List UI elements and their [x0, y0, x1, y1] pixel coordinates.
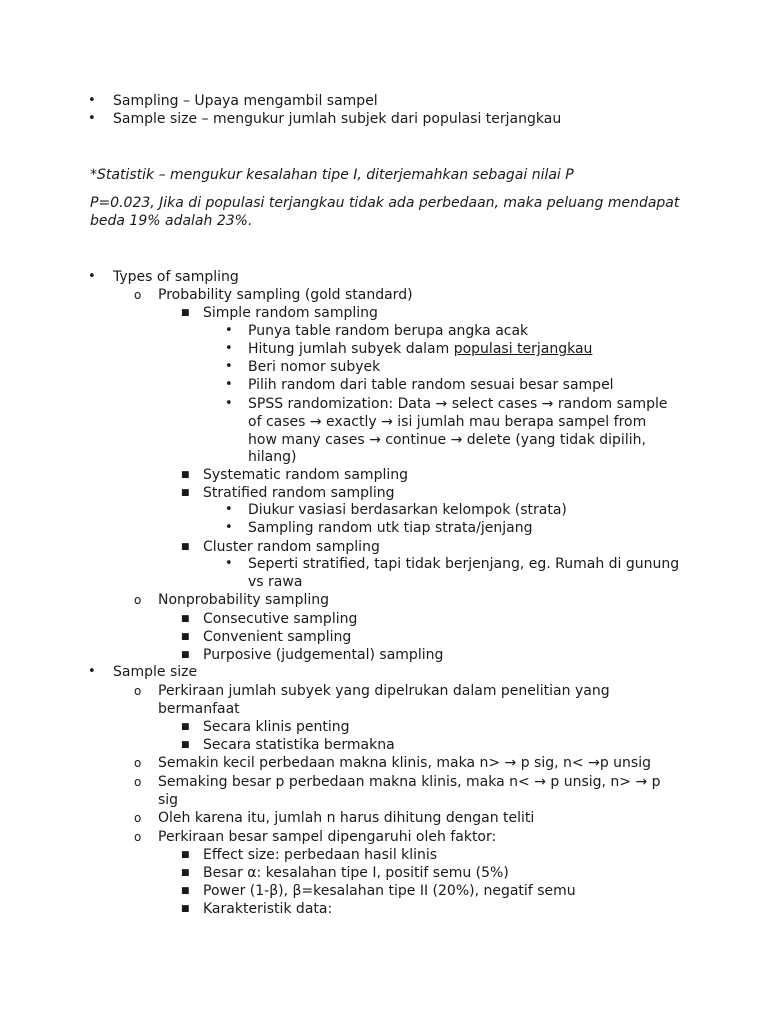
list-item: Besar α: kesalahan tipe I, positif semu (5%) — [203, 865, 509, 881]
underlined-text: populasi terjangkau — [453, 341, 593, 357]
list-item: Beri nomor subyek — [248, 359, 381, 375]
list-item: Effect size: perbedaan hasil klinis — [203, 847, 438, 863]
circle-bullet-icon: o — [134, 288, 142, 302]
list-item-continued: sig — [158, 792, 179, 808]
bullet-icon: • — [88, 111, 96, 126]
statistik-note: *Statistik – mengukur kesalahan tipe I, diterjemahkan sebagai nilai P — [90, 167, 574, 183]
square-bullet-icon: ■ — [181, 886, 190, 896]
list-item: Oleh karena itu, jumlah n harus dihitung dengan teliti — [158, 810, 535, 826]
list-item: Purposive (judgemental) sampling — [203, 647, 444, 663]
square-bullet-icon: ■ — [181, 632, 190, 642]
list-item: Power (1-β), β=kesalahan tipe II (20%), negatif semu — [203, 883, 576, 899]
list-item: Convenient sampling — [203, 629, 352, 645]
bullet-icon: • — [225, 359, 233, 374]
list-item: Systematic random sampling — [203, 467, 408, 483]
list-item: Semaking besar p perbedaan makna klinis, maka n< → p unsig, n> → p — [158, 774, 661, 790]
list-item — [248, 340, 592, 358]
list-item: Nonprobability sampling — [158, 592, 329, 608]
section-heading-types: Types of sampling — [113, 269, 239, 285]
list-item: Secara statistika bermakna — [203, 737, 395, 753]
circle-bullet-icon: o — [134, 775, 142, 789]
bullet-icon: • — [225, 520, 233, 535]
list-item: Cluster random sampling — [203, 539, 380, 555]
square-bullet-icon: ■ — [181, 470, 190, 480]
list-item: Consecutive sampling — [203, 611, 358, 627]
list-item-continued: how many cases → continue → delete (yang tidak dipilih, — [248, 432, 646, 448]
list-item: Punya table random berupa angka acak — [248, 323, 529, 339]
bullet-icon: • — [225, 341, 233, 356]
list-item-continued: hilang) — [248, 449, 297, 465]
list-item: Diukur vasiasi berdasarkan kelompok (strata) — [248, 502, 567, 518]
square-bullet-icon: ■ — [181, 650, 190, 660]
bullet-icon: • — [225, 556, 233, 571]
list-item-text: Hitung jumlah subyek dalam — [248, 341, 454, 357]
p-value-note-line: P=0.023, Jika di populasi terjangkau tidak ada perbedaan, maka peluang mendapat — [90, 195, 680, 211]
list-item: Seperti stratified, tapi tidak berjenjang, eg. Rumah di gunung — [248, 556, 680, 572]
list-item: Pilih random dari table random sesuai besar sampel — [248, 377, 614, 393]
bullet-icon: • — [225, 396, 233, 411]
list-item: Perkiraan jumlah subyek yang dipelrukan dalam penelitian yang — [158, 683, 610, 699]
list-item-continued: of cases → exactly → isi jumlah mau berapa sampel from — [248, 414, 647, 430]
circle-bullet-icon: o — [134, 811, 142, 825]
list-item: Semakin kecil perbedaan makna klinis, maka n> → p sig, n< →p unsig — [158, 755, 651, 771]
list-item: Sample size – mengukur jumlah subjek dari populasi terjangkau — [113, 111, 562, 127]
list-item: Stratified random sampling — [203, 485, 395, 501]
square-bullet-icon: ■ — [181, 850, 190, 860]
list-item: Karakteristik data: — [203, 901, 333, 917]
square-bullet-icon: ■ — [181, 868, 190, 878]
square-bullet-icon: ■ — [181, 614, 190, 624]
circle-bullet-icon: o — [134, 756, 142, 770]
bullet-icon: • — [88, 664, 96, 679]
circle-bullet-icon: o — [134, 830, 142, 844]
square-bullet-icon: ■ — [181, 904, 190, 914]
list-item: SPSS randomization: Data → select cases → random sample — [248, 396, 668, 412]
square-bullet-icon: ■ — [181, 542, 190, 552]
list-item-continued: bermanfaat — [158, 701, 240, 717]
square-bullet-icon: ■ — [181, 308, 190, 318]
list-item: Probability sampling (gold standard) — [158, 287, 413, 303]
bullet-icon: • — [225, 502, 233, 517]
list-item: Sampling random utk tiap strata/jenjang — [248, 520, 533, 536]
bullet-icon: • — [88, 93, 96, 108]
circle-bullet-icon: o — [134, 593, 142, 607]
list-item: Secara klinis penting — [203, 719, 350, 735]
square-bullet-icon: ■ — [181, 488, 190, 498]
list-item-continued: vs rawa — [248, 574, 303, 590]
circle-bullet-icon: o — [134, 684, 142, 698]
list-item: Simple random sampling — [203, 305, 378, 321]
bullet-icon: • — [225, 377, 233, 392]
p-value-note-line: beda 19% adalah 23%. — [90, 213, 253, 229]
list-item: Perkiraan besar sampel dipengaruhi oleh faktor: — [158, 829, 497, 845]
bullet-icon: • — [225, 323, 233, 338]
square-bullet-icon: ■ — [181, 722, 190, 732]
square-bullet-icon: ■ — [181, 740, 190, 750]
list-item: Sampling – Upaya mengambil sampel — [113, 93, 378, 109]
section-heading-sample-size: Sample size — [113, 664, 198, 680]
bullet-icon: • — [88, 269, 96, 284]
